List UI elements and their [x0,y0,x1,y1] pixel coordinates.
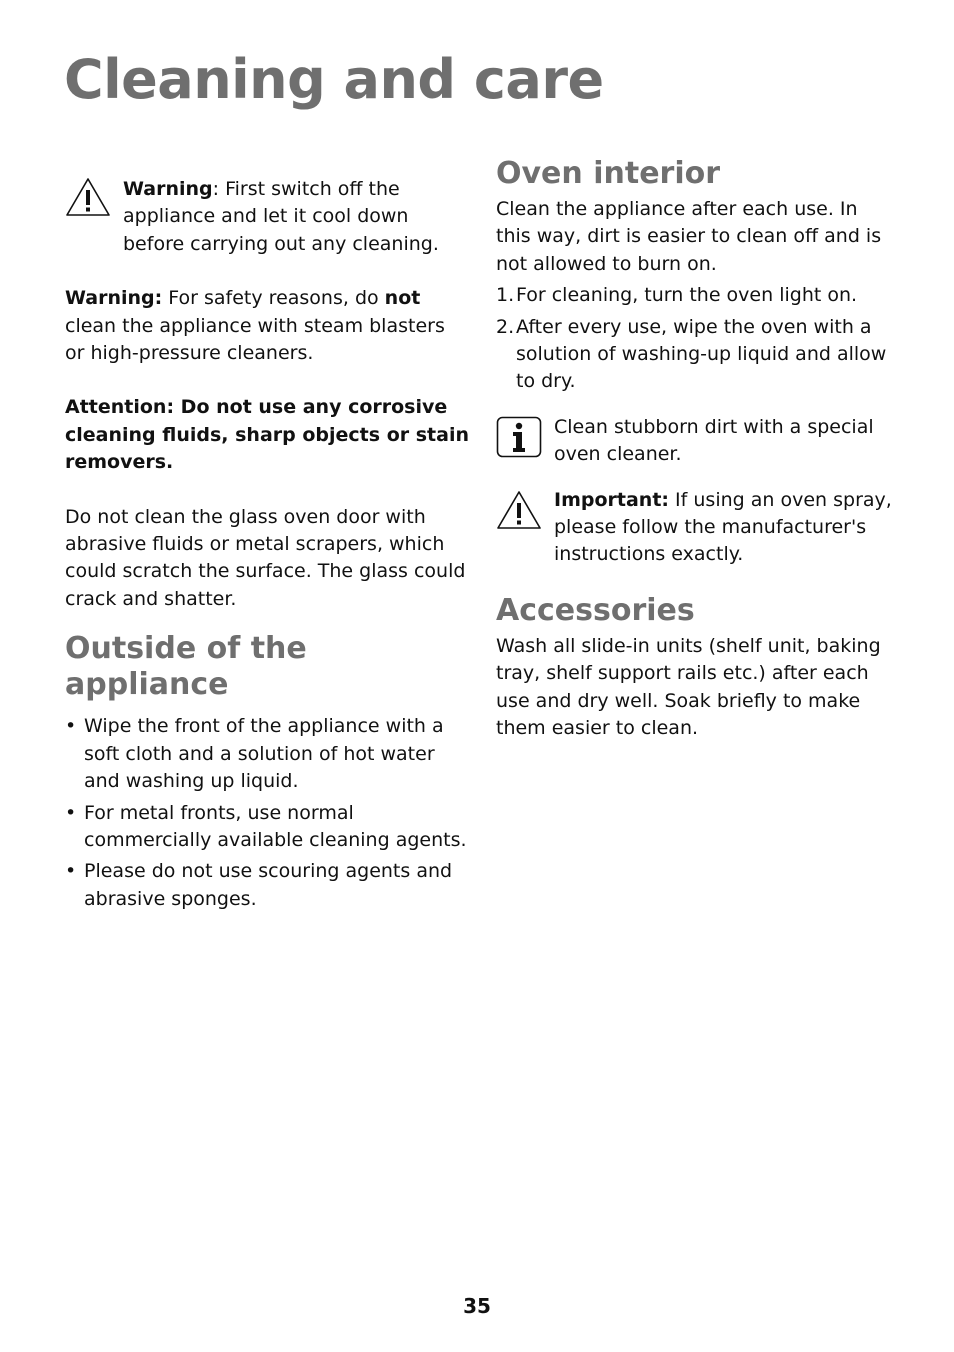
steam-warning [65,285,470,367]
step-text: After every use, wipe the oven with a solution of washing-up liquid and allow to dry. [516,315,887,393]
step-number: 1. [496,284,515,307]
info-text: Clean stubborn dirt with a special oven cleaner. [554,415,874,466]
important-text [554,487,898,569]
steam-warning-not: not [384,287,421,310]
page-number: 35 [463,1294,491,1318]
page-title: Cleaning and care [64,48,604,111]
outside-list [65,713,470,913]
warning-label: Warning [123,178,213,200]
important-body: If using an oven spray, please follow the manufacturer's instructions exactly. [554,488,892,566]
important-notice [496,487,898,569]
glass-door-note: Do not clean the glass oven door with abrasive fluids or metal scrapers, which could scratch the surface. The glass could crack and shatter. [65,505,466,610]
list-item-text: For metal fronts, use normal commercially available cleaning agents. [84,801,467,851]
warning-notice [65,176,470,258]
step-item [496,282,898,309]
bullet: • [65,860,77,883]
oven-interior-heading: Oven interior [496,156,721,191]
oven-interior-intro: Clean the appliance after each use. In this way, dirt is easier to clean off and is not allowed to burn on. [496,198,882,275]
steam-warning-text-2: clean the appliance with steam blasters or high-pressure cleaners. [65,314,445,365]
list-item-text: Wipe the front of the appliance with a soft cloth and a solution of hot water and washing up liquid. [84,715,444,793]
warning-triangle-icon [65,176,113,222]
step-item [496,314,898,396]
outside-heading: Outside of the appliance [65,631,307,703]
left-column [65,150,470,917]
list-item [65,800,470,855]
attention-note: Attention: Do not use any corrosive cleaning fluids, sharp objects or stain removers. [65,396,469,474]
warning-triangle-icon [496,489,544,535]
step-text: For cleaning, turn the oven light on. [516,284,858,307]
warning-body: : First switch off the appliance and let it cool down before carrying out any cleaning. [123,178,439,255]
bullet: • [65,801,77,824]
accessories-text: Wash all slide-in units (shelf unit, baking tray, shelf support rails etc.) after each use and dry well. Soak briefly to make them easier to clean. [496,634,881,740]
info-icon [496,416,544,462]
accessories-heading: Accessories [496,592,695,628]
steam-warning-text-1: For safety reasons, do [162,287,385,310]
bullet: • [65,715,77,738]
step-number: 2. [496,315,515,338]
list-item-text: Please do not use scouring agents and abrasive sponges. [84,860,453,910]
list-item [65,858,470,913]
list-item [65,713,470,795]
important-label: Important: [554,488,670,511]
oven-interior-steps [496,282,898,396]
steam-warning-label: Warning: [65,287,163,310]
warning-text [123,176,470,258]
right-column [496,150,898,743]
info-notice [496,414,898,469]
